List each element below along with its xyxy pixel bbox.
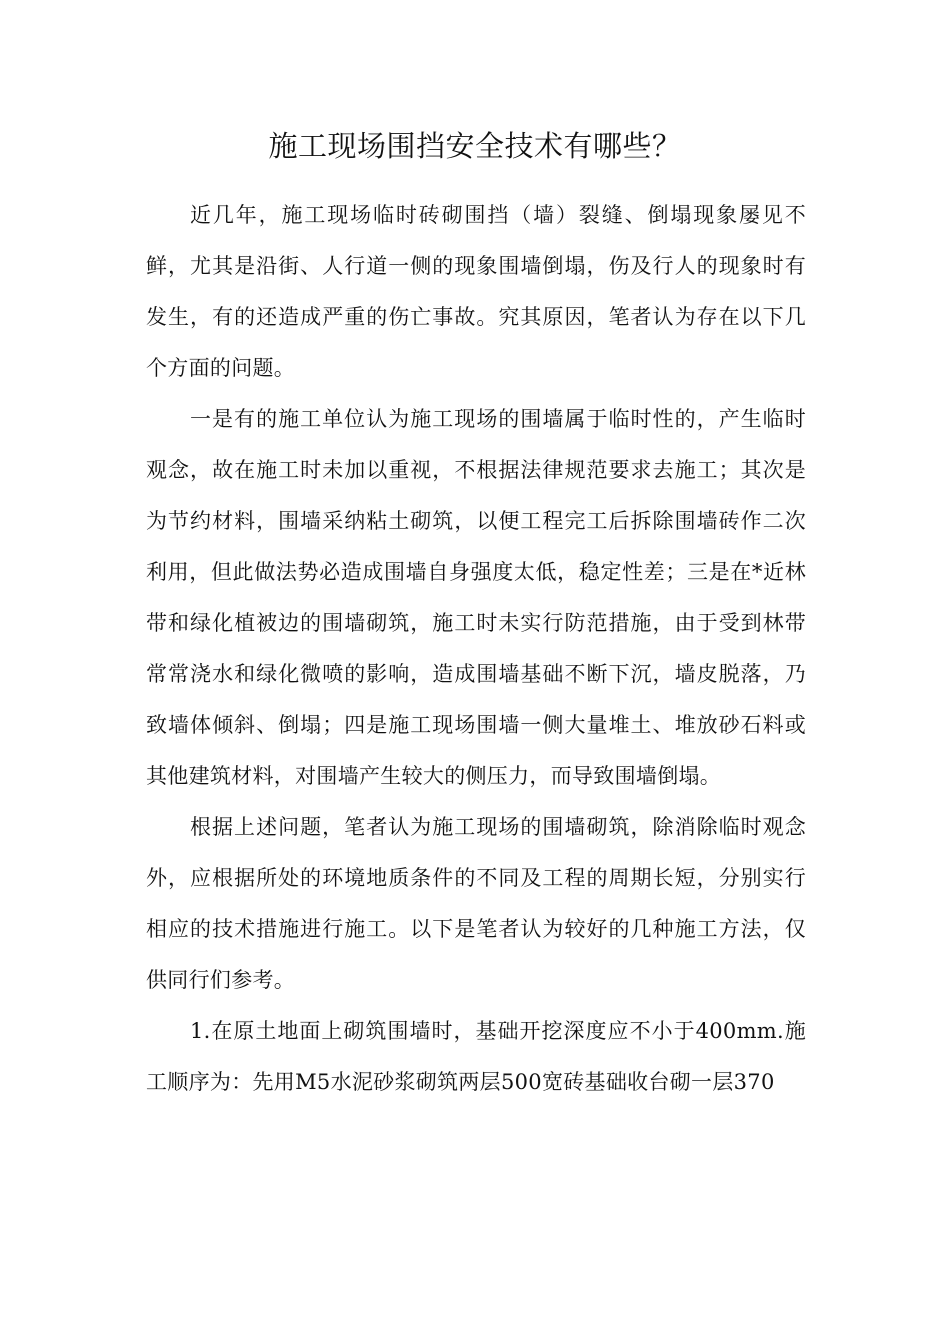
paragraph-intro: 近几年，施工现场临时砖砌围挡（墙）裂缝、倒塌现象屡见不鲜，尤其是沿街、人行道一侧的现象围墙倒塌，伤及行人的现象时有发生，有的还造成严重的伤亡事故。究其原因，笔者认为存在以下几个方面的问题。 bbox=[146, 203, 806, 380]
paragraph-solutions: 根据上述问题，笔者认为施工现场的围墙砌筑，除消除临时观念外，应根据所处的环境地质条件的不同及工程的周期长短，分别实行相应的技术措施进行施工。以下是笔者认为较好的几种施工方法，仅供同行们参考。 bbox=[146, 815, 806, 992]
paragraph-method-1: 1.在原土地面上砌筑围墙时，基础开挖深度应不小于400mm.施工顺序为：先用M5水泥砂浆砌筑两层500宽砖基础收台砌一层370 bbox=[146, 1019, 806, 1094]
paragraph-problems: 一是有的施工单位认为施工现场的围墙属于临时性的，产生临时观念，故在施工时未加以重视，不根据法律规范要求去施工；其次是为节约材料，围墙采纳粘土砌筑，以便工程完工后拆除围墙砖作二次利用，但此做法势必造成围墙自身强度太低，稳定性差；三是在*近林带和绿化植被边的围墙砌筑，施工时未实行防范措施，由于受到林带常常浇水和绿化微喷的影响，造成围墙基础不断下沉，墙皮脱落，乃致墙体倾斜、倒塌；四是施工现场围墙一侧大量堆土、堆放砂石料或其他建筑材料，对围墙产生较大的侧压力，而导致围墙倒塌。 bbox=[146, 407, 806, 788]
document-body bbox=[146, 190, 806, 1108]
document-title: 施工现场围挡安全技术有哪些？ bbox=[268, 129, 682, 163]
